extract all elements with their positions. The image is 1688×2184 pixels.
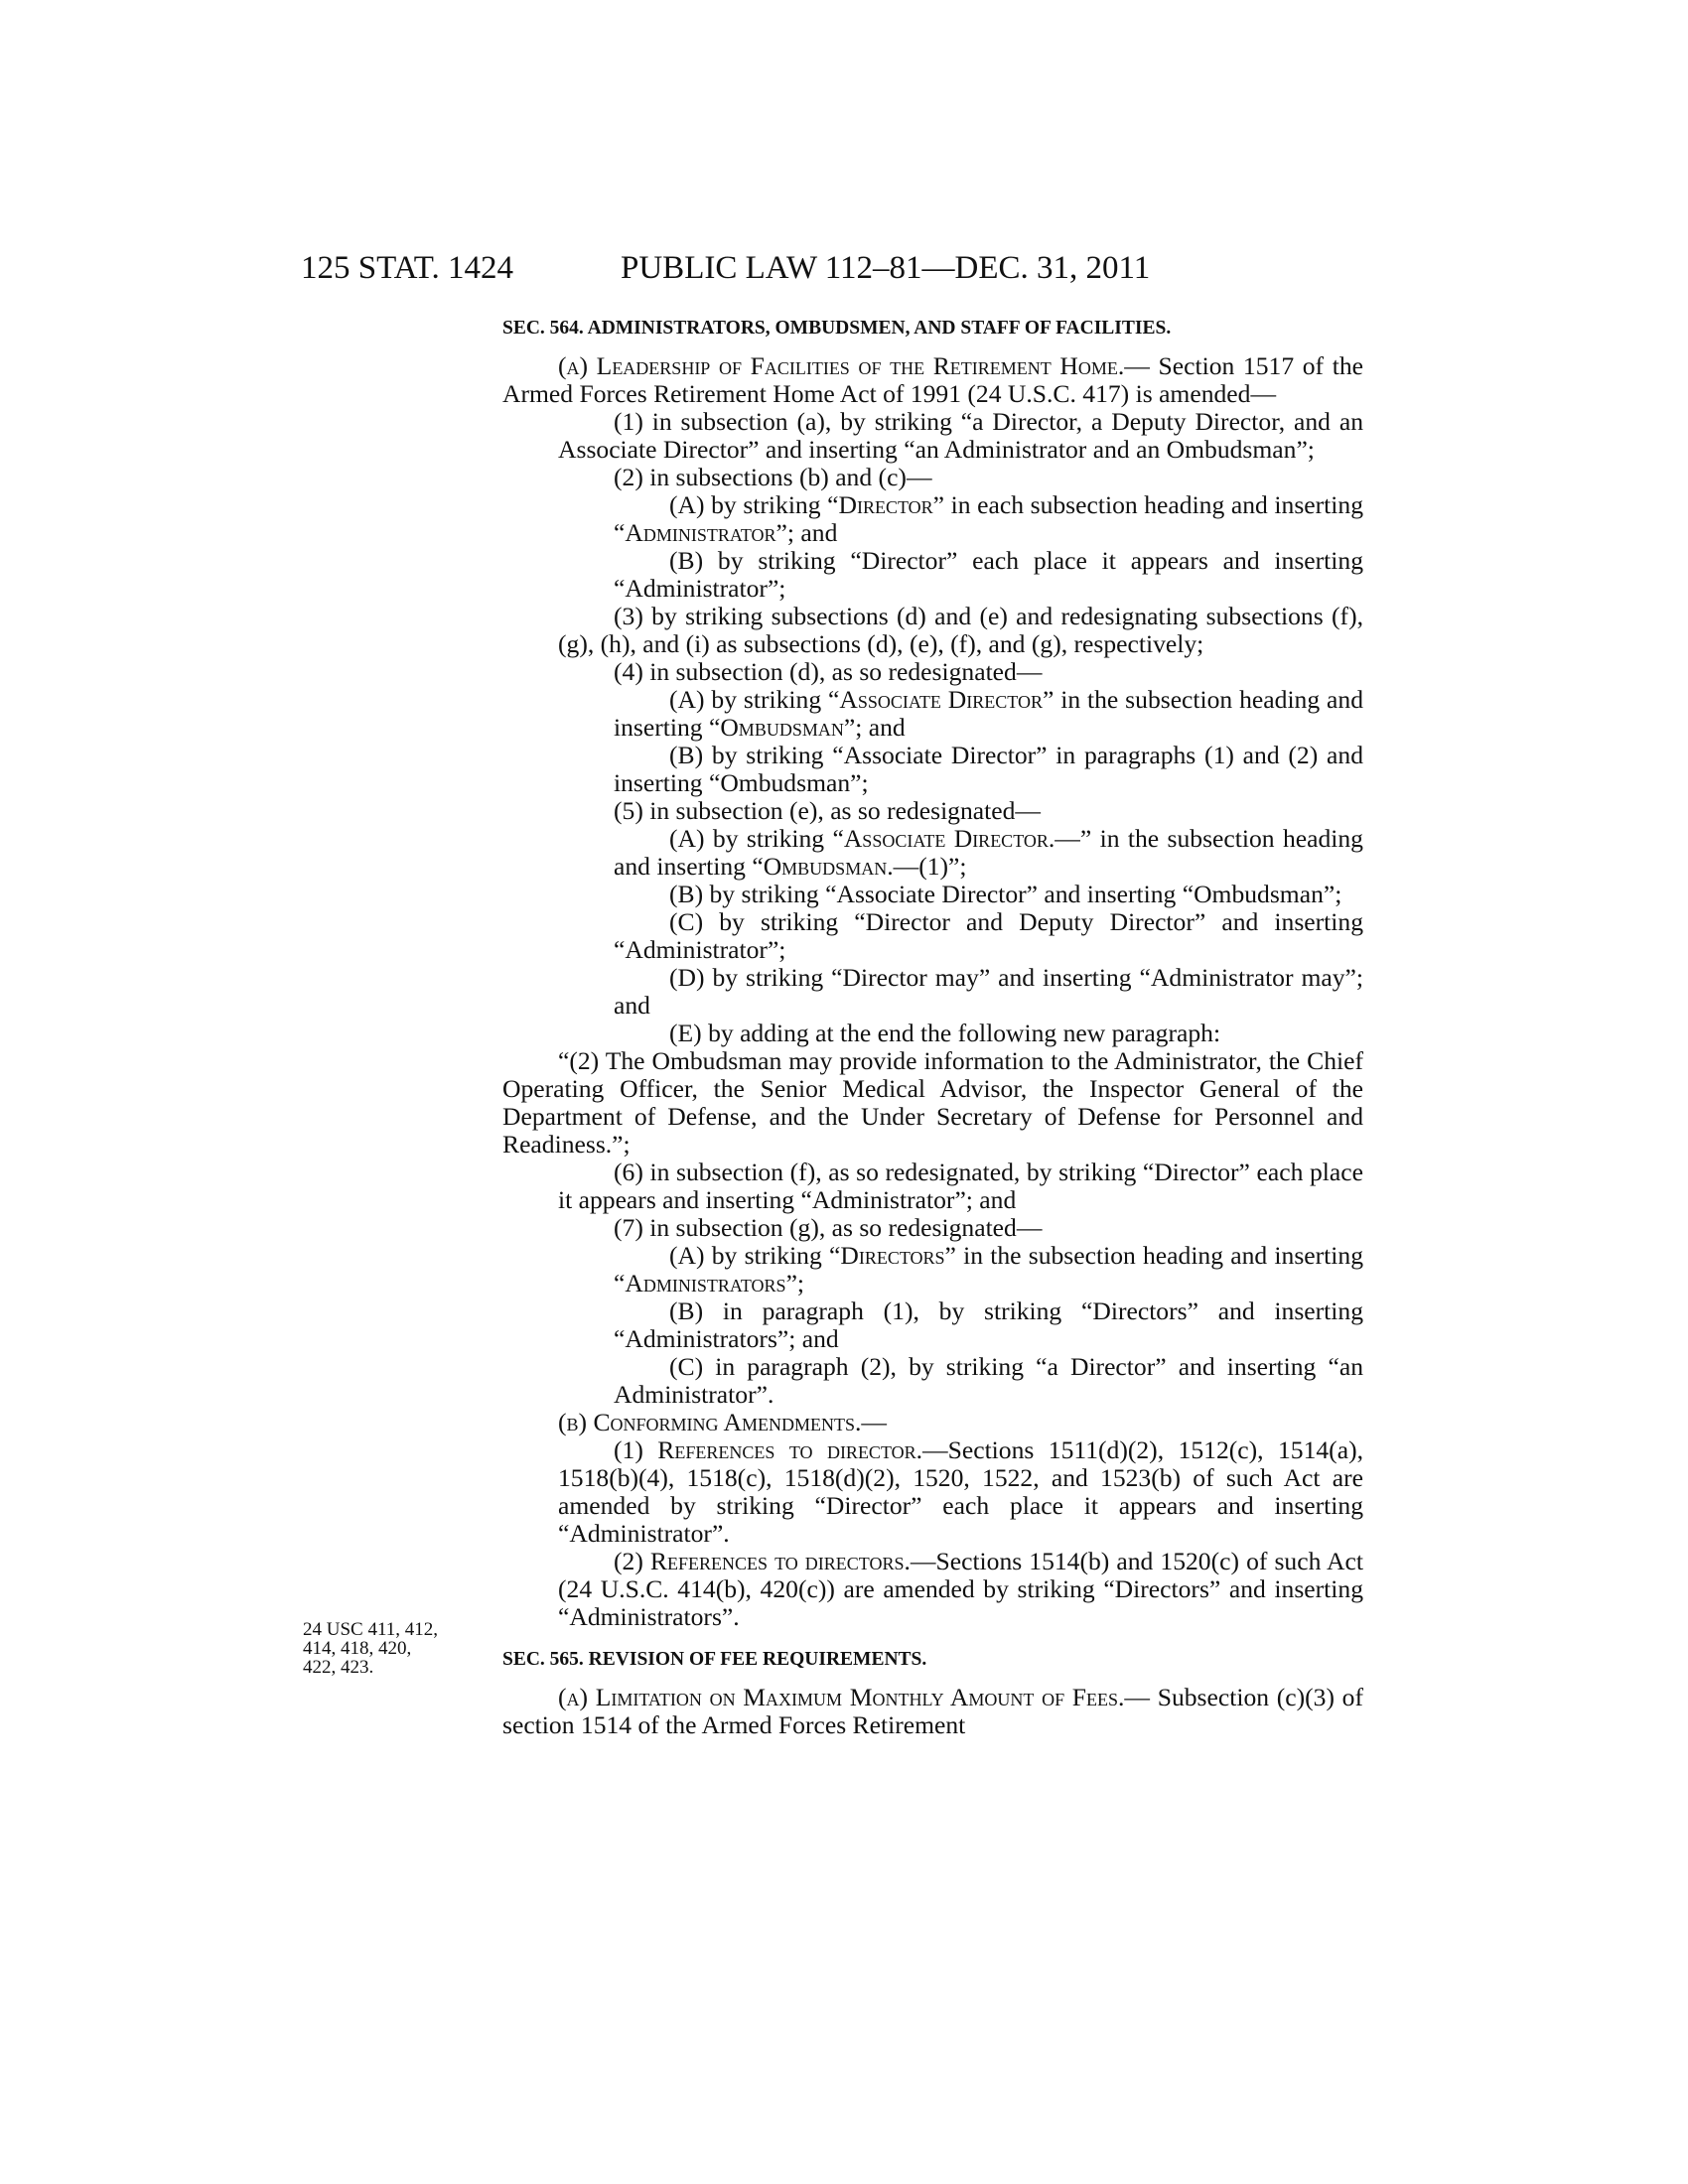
text-fragment: ” in the subsection heading and inserting “ bbox=[614, 685, 1363, 742]
small-caps-term: Ombudsman bbox=[720, 713, 844, 742]
subsection-b-paragraph-1 bbox=[502, 1436, 1363, 1548]
paragraph-3: (3) by striking subsections (d) and (e) and redesignating subsections (f), (g), (h), and (i) as subsections (d), (e), (f), and (g), respectively; bbox=[558, 602, 1363, 658]
text-fragment: —(1)”; bbox=[893, 852, 967, 881]
paragraph-heading: (1) References to director.— bbox=[614, 1435, 948, 1464]
public-law-title: PUBLIC LAW 112–81—DEC. 31, 2011 bbox=[621, 250, 1151, 286]
subsection-a bbox=[502, 352, 1363, 408]
paragraph-4: (4) in subsection (d), as so redesignated— bbox=[614, 657, 1043, 686]
paragraph-5-C: (C) by striking “Director and Deputy Director” and inserting “Administrator”; bbox=[614, 907, 1363, 964]
text-fragment: (A) by striking “ bbox=[669, 490, 839, 519]
subsection-b-heading: (b) Conforming Amendments.— bbox=[558, 1408, 887, 1436]
paragraph-7-C: (C) in paragraph (2), by striking “a Director” and inserting “an Administrator”. bbox=[614, 1352, 1363, 1409]
running-head bbox=[0, 248, 1688, 288]
paragraph-7: (7) in subsection (g), as so redesignated— bbox=[614, 1213, 1043, 1242]
text-fragment: ” in the subsection heading and inserting “ bbox=[614, 824, 1363, 881]
subsection-text: Subsection (c)(3) of section 1514 of the Armed Forces Retirement bbox=[502, 1683, 1363, 1739]
body-text bbox=[502, 316, 1363, 1739]
text-fragment: ” in each subsection heading and inserting “ bbox=[614, 490, 1363, 547]
paragraph-5-A bbox=[502, 825, 1363, 881]
section-565-subsection-a bbox=[502, 1684, 1363, 1739]
paragraph-5-D: (D) by striking “Director may” and inserting “Administrator may”; and bbox=[614, 963, 1363, 1020]
text-fragment: (A) by striking “ bbox=[669, 1241, 841, 1270]
section-565-heading: SEC. 565. REVISION OF FEE REQUIREMENTS. bbox=[502, 1649, 927, 1670]
paragraph-2-A bbox=[502, 491, 1363, 547]
text-fragment: (A) by striking “ bbox=[669, 824, 844, 853]
paragraph-heading: (2) References to directors.— bbox=[614, 1547, 936, 1575]
quoted-new-paragraph: “(2) The Ombudsman may provide information to the Administrator, the Chief Operating Officer, the Senior Medical Advisor, the Inspector General of the Department of Defense, and the Under Secretary of Defense for Personnel and Readiness.”; bbox=[502, 1046, 1363, 1159]
small-caps-term: Associate Director bbox=[839, 685, 1043, 714]
subsection-heading: (a) Limitation on Maximum Monthly Amount of Fees.— bbox=[558, 1683, 1151, 1711]
small-caps-term: Administrators bbox=[625, 1269, 786, 1297]
small-caps-term: Administrator bbox=[625, 518, 776, 547]
text-fragment: ”; bbox=[785, 1269, 805, 1297]
text-fragment: (A) by striking “ bbox=[669, 685, 840, 714]
paragraph-5-B: (B) by striking “Associate Director” and inserting “Ombudsman”; bbox=[669, 880, 1342, 908]
stat-page-number: 125 STAT. 1424 bbox=[301, 250, 514, 286]
paragraph-4-A bbox=[502, 686, 1363, 742]
small-caps-term: Associate Director.— bbox=[843, 824, 1080, 853]
section-564-heading: SEC. 564. ADMINISTRATORS, OMBUDSMEN, AND STAFF OF FACILITIES. bbox=[502, 318, 1172, 339]
small-caps-term: Directors bbox=[840, 1241, 945, 1270]
paragraph-2-B: (B) by striking “Director” each place it appears and inserting “Administrator”; bbox=[614, 546, 1363, 603]
small-caps-term: Ombudsman. bbox=[763, 852, 894, 881]
text-fragment: ”; and bbox=[843, 713, 906, 742]
paragraph-5: (5) in subsection (e), as so redesignated— bbox=[614, 796, 1041, 825]
paragraph-6: (6) in subsection (f), as so redesignated, by striking “Director” each place it appears and inserting “Administrator”; and bbox=[558, 1158, 1363, 1214]
subsection-b-paragraph-2 bbox=[502, 1548, 1363, 1631]
small-caps-term: Director bbox=[838, 490, 933, 519]
paragraph-text: Sections 1514(b) and 1520(c) of such Act (24 U.S.C. 414(b), 420(c)) are amended by striking “Directors” and inserting “Administrators”. bbox=[558, 1547, 1363, 1631]
text-fragment: ”; and bbox=[775, 518, 838, 547]
paragraph-7-A bbox=[502, 1242, 1363, 1297]
paragraph-7-B: (B) in paragraph (1), by striking “Directors” and inserting “Administrators”; and bbox=[614, 1297, 1363, 1353]
subsection-a-text: Section 1517 of the Armed Forces Retirement Home Act of 1991 (24 U.S.C. 417) is amended— bbox=[502, 351, 1363, 408]
paragraph-2: (2) in subsections (b) and (c)— bbox=[614, 463, 932, 491]
paragraph-4-B: (B) by striking “Associate Director” in paragraphs (1) and (2) and inserting “Ombudsman”; bbox=[614, 741, 1363, 797]
margin-citation-note: 24 USC 411, 412, 414, 418, 420, 422, 423. bbox=[303, 1619, 439, 1678]
subsection-a-heading: (a) Leadership of Facilities of the Retirement Home.— bbox=[558, 351, 1150, 380]
text-fragment: ” in the subsection heading and inserting “ bbox=[614, 1241, 1363, 1297]
paragraph-1: (1) in subsection (a), by striking “a Director, a Deputy Director, and an Associate Director” and inserting “an Administrator and an Ombudsman”; bbox=[558, 407, 1363, 464]
paragraph-5-E: (E) by adding at the end the following new paragraph: bbox=[669, 1019, 1221, 1047]
paragraph-text: Sections 1511(d)(2), 1512(c), 1514(a), 1518(b)(4), 1518(c), 1518(d)(2), 1520, 1522, and 1523(b) of such Act are amended by striking “Director” each place it appears and inserting “Administrator”. bbox=[558, 1435, 1363, 1548]
